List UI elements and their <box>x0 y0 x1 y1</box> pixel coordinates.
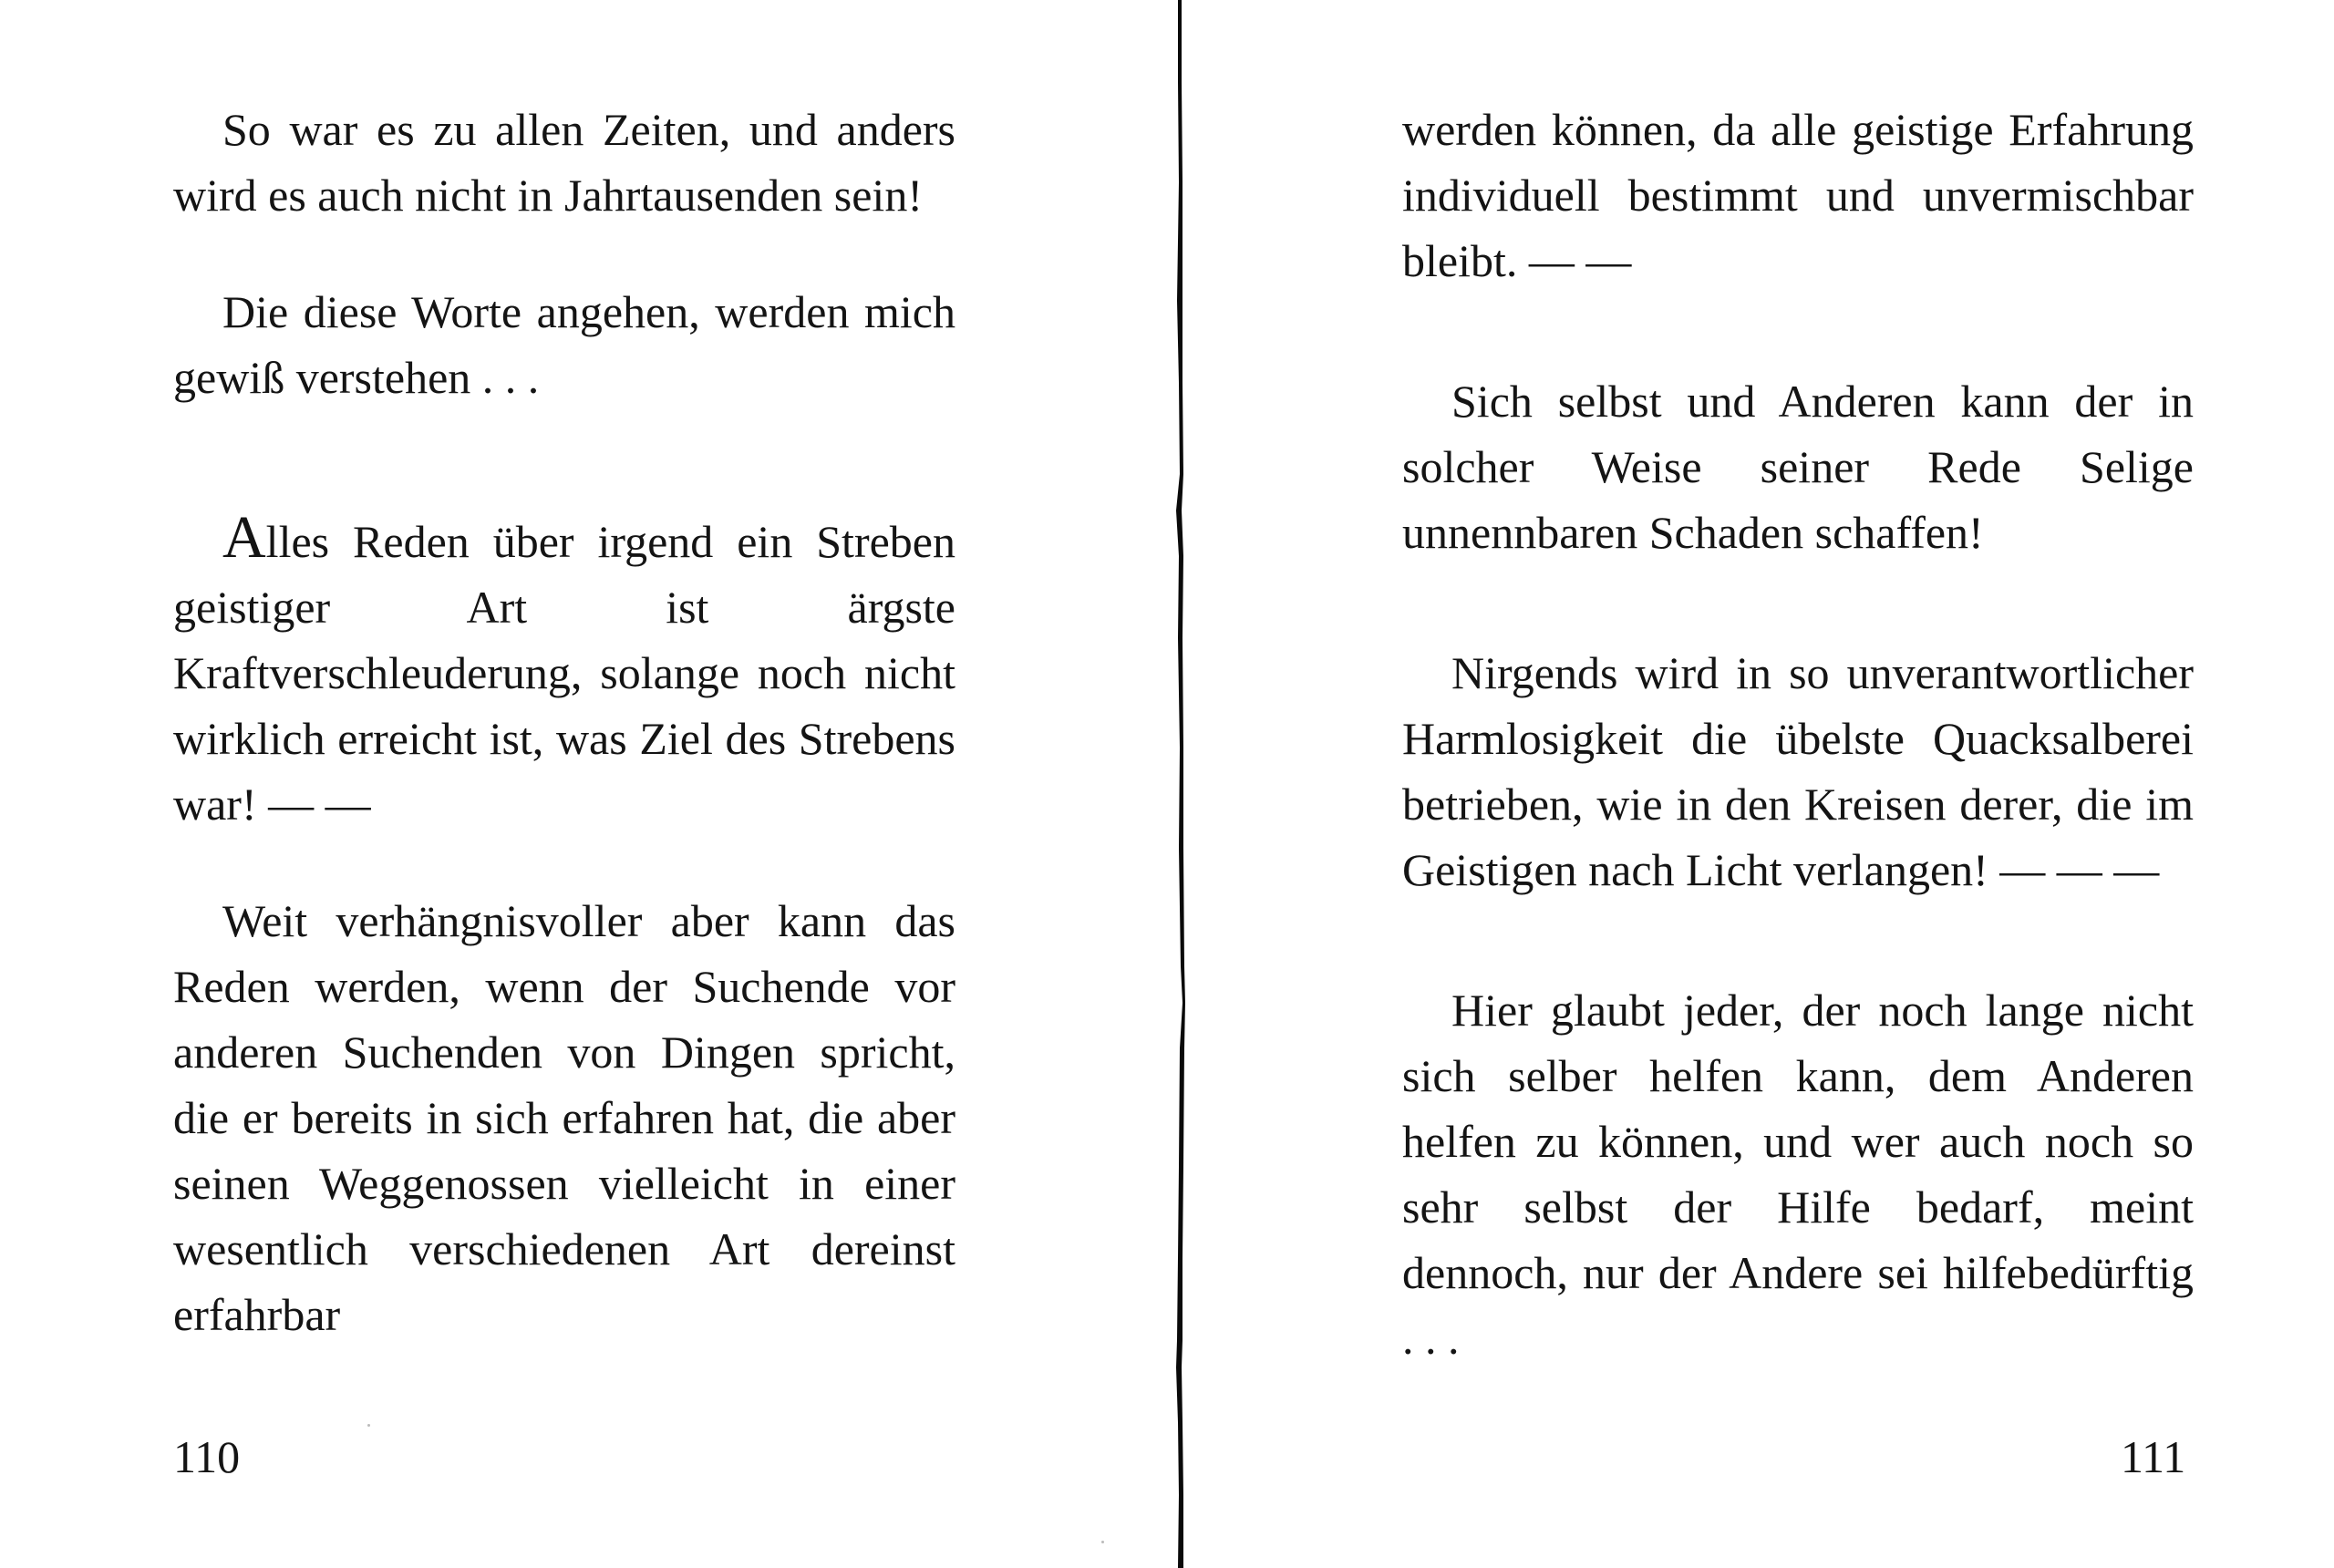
page-number-left: 110 <box>173 1431 241 1482</box>
left-paragraph-1: So war es zu allen Zeiten, und anders wird es auch nicht in Jahrtausenden sein! <box>173 104 955 221</box>
left-paragraph-3-text: lles Reden über irgend ein Streben geistiger Art ist ärgste Kraftverschleuderung, solange noch nicht wirklich erreicht ist, was Ziel des Strebens war! — — <box>173 516 955 830</box>
right-paragraph-3: Nirgends wird in so unverantwortlicher Harmlosigkeit die übelste Quacksalberei betrieben, wie in den Kreisen derer, die im Geistigen nach Licht verlangen! — — — <box>1402 647 2194 895</box>
drop-cap: A <box>222 504 266 571</box>
left-paragraph-4: Weit verhängnisvoller aber kann das Reden werden, wenn der Suchende vor anderen Suchenden von Dingen spricht, die er bereits in sich erfahren hat, die aber seinen Weggenossen vielleicht in einer wesentlich verschiedenen Art dereinst erfahrbar <box>173 895 955 1340</box>
left-page-text <box>173 97 955 1398</box>
right-paragraph-4: Hier glaubt jeder, der noch lange nicht sich selber helfen kann, dem Anderen helfen zu können, und wer auch noch so sehr selbst der Hilfe bedarf, meint dennoch, nur der Andere sei hilfebedürftig . . . <box>1402 985 2194 1364</box>
right-paragraph-2: Sich selbst und Anderen kann der in solcher Weise seiner Rede Selige unnennbaren Schaden schaffen! <box>1402 376 2194 558</box>
right-paragraph-1: werden können, da alle geistige Erfahrung individuell bestimmt und unvermischbar bleibt. — — <box>1402 104 2194 286</box>
gutter-line <box>1173 0 1186 1568</box>
right-page-text <box>1402 97 2194 1422</box>
paper-speck <box>367 1424 370 1427</box>
left-paragraph-2: Die diese Worte angehen, werden mich gewiß verstehen . . . <box>173 286 955 403</box>
left-paragraph-3 <box>173 504 955 837</box>
page-number-right: 111 <box>2121 1431 2186 1482</box>
paper-speck <box>1101 1541 1104 1543</box>
